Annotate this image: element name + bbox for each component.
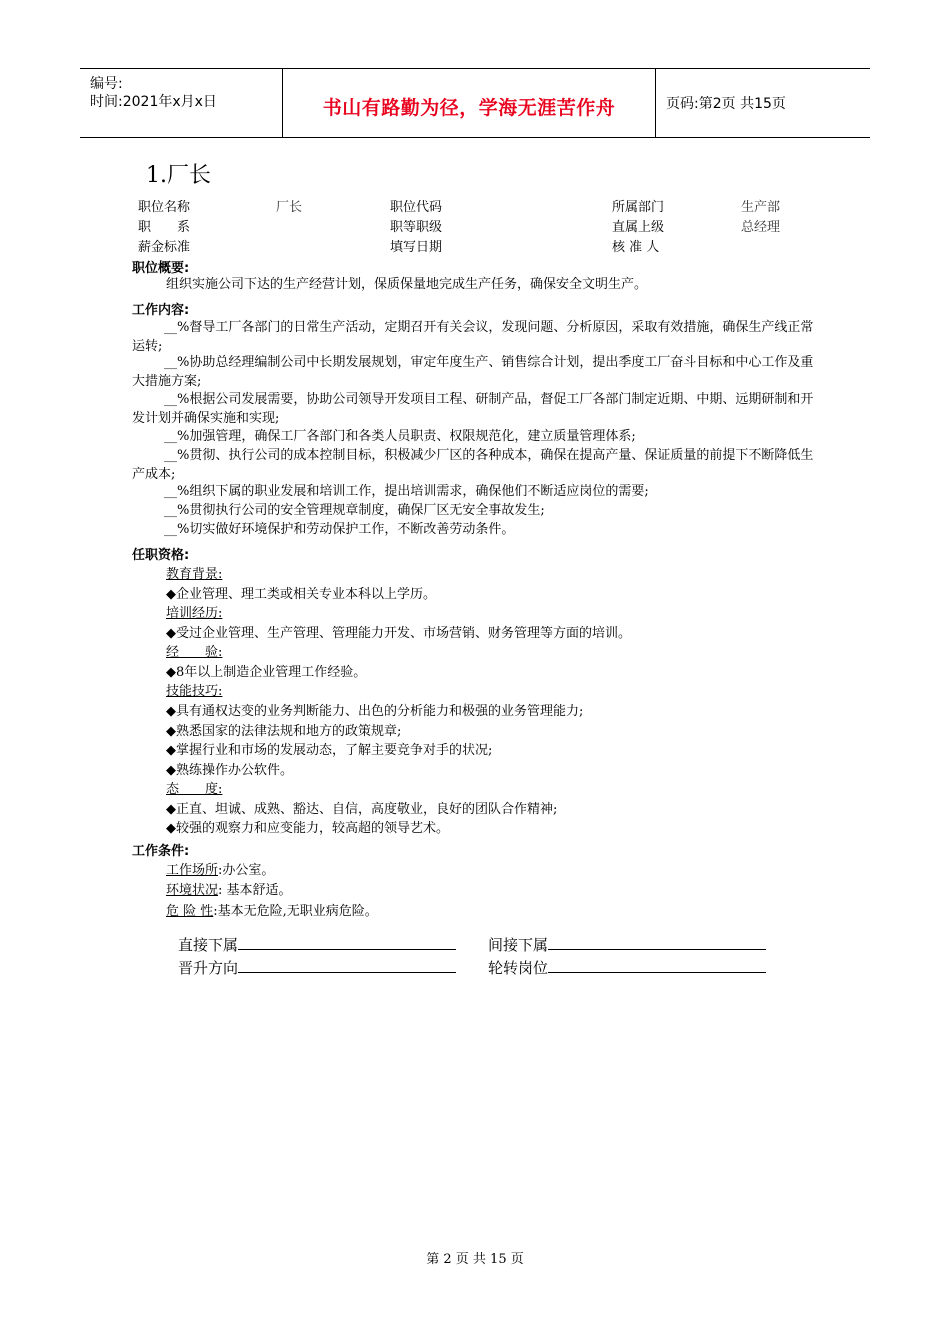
direct-subordinate-label: 直接下属 <box>178 936 239 954</box>
info-label: 职位名称 <box>138 200 191 215</box>
rotation-label: 轮转岗位 <box>488 959 549 977</box>
page-title: 1.厂长 <box>146 163 211 188</box>
info-label: 核 准 人 <box>612 240 660 255</box>
skill-item: ◆掌握行业和市场的发展动态，了解主要竞争对手的状况; <box>166 743 493 758</box>
rotation-blank <box>548 958 766 973</box>
attitude-item: ◆正直、坦诚、成熟、豁达、自信，高度敬业，良好的团队合作精神; <box>166 802 558 817</box>
page-code: 页码:第2页 共15页 <box>666 96 786 112</box>
promotion-label: 晋升方向 <box>178 959 239 977</box>
header-motto-cell <box>282 69 656 137</box>
duty-item: __%贯彻执行公司的安全管理规章制度，确保厂区无安全事故发生; <box>164 503 545 518</box>
education-text: ◆企业管理、理工类或相关专业本科以上学历。 <box>166 587 436 602</box>
promotion-row <box>178 957 456 978</box>
attitude-label: 态 度: <box>166 782 223 797</box>
education-label: 教育背景: <box>166 567 223 582</box>
info-label: 薪金标准 <box>138 240 191 255</box>
duty-item: __%组织下属的职业发展和培训工作，提出培训需求，确保他们不断适应岗位的需要; <box>164 484 649 499</box>
info-value: 总经理 <box>741 220 781 235</box>
indirect-subordinate-label: 间接下属 <box>488 936 549 954</box>
direct-subordinate-blank <box>238 935 456 950</box>
motto-text: 书山有路勤为径，学海无涯苦作舟 <box>322 97 616 119</box>
attitude-item: ◆较强的观察力和应变能力，较高超的领导艺术。 <box>166 821 449 836</box>
header-page-cell <box>656 69 870 137</box>
section-heading-duties: 工作内容: <box>132 303 190 318</box>
page-footer: 第 2 页 共 15 页 <box>426 1252 524 1267</box>
duty-item: __%切实做好环境保护和劳动保护工作，不断改善劳动条件。 <box>164 522 515 537</box>
info-label: 所属部门 <box>612 200 665 215</box>
training-label: 培训经历: <box>166 606 223 621</box>
training-text: ◆受过企业管理、生产管理、管理能力开发、市场营销、财务管理等方面的培训。 <box>166 626 631 641</box>
skill-item: ◆熟悉国家的法律法规和地方的政策规章; <box>166 724 402 739</box>
info-label: 职等职级 <box>390 220 443 235</box>
condition-place <box>166 859 274 878</box>
header-meta-cell <box>80 69 282 137</box>
skill-item: ◆熟练操作办公软件。 <box>166 763 293 778</box>
direct-subordinate-row <box>178 934 456 955</box>
section-heading-conditions: 工作条件: <box>132 844 190 859</box>
condition-risk <box>166 900 378 919</box>
skill-item: ◆具有通权达变的业务判断能力、出色的分析能力和极强的业务管理能力; <box>166 704 584 719</box>
info-value: 生产部 <box>741 200 781 215</box>
indirect-subordinate-blank <box>548 935 766 950</box>
rotation-row <box>488 957 766 978</box>
environment-label: 环境状况 <box>166 883 219 898</box>
condition-environment <box>166 879 292 898</box>
overview-text: 组织实施公司下达的生产经营计划，保质保量地完成生产任务，确保安全文明生产。 <box>166 277 648 292</box>
risk-label: 危 险 性 <box>166 904 214 919</box>
environment-value: : 基本舒适。 <box>218 883 292 898</box>
experience-label: 经 验: <box>166 645 223 660</box>
duty-item: __%根据公司发展需要，协助公司领导开发项目工程、研制产品，督促工厂各部门制定近期、中期、远期研制和开发计划并确保实施和实现; <box>132 392 814 426</box>
duty-item: __%贯彻、执行公司的成本控制目标，积极减少厂区的各种成本，确保在提高产量、保证质量的前提下不断降低生产成本; <box>132 448 814 482</box>
section-heading-qualifications: 任职资格: <box>132 548 190 563</box>
section-heading-overview: 职位概要: <box>132 261 190 276</box>
page-header <box>80 68 870 138</box>
info-label: 直属上级 <box>612 220 665 235</box>
risk-value: :基本无危险,无职业病危险。 <box>213 904 378 919</box>
indirect-subordinate-row <box>488 934 766 955</box>
skills-label: 技能技巧: <box>166 684 223 699</box>
duty-item: __%协助总经理编制公司中长期发展规划，审定年度生产、销售综合计划，提出季度工厂奋斗目标和中心工作及重大措施方案; <box>132 355 814 389</box>
info-label: 职 系 <box>138 220 191 235</box>
duty-item: __%加强管理，确保工厂各部门和各类人员职责、权限规范化，建立质量管理体系; <box>164 429 636 444</box>
info-value: 厂长 <box>276 200 303 215</box>
document-time-label: 时间:2021年x月x日 <box>90 94 217 110</box>
info-label: 填写日期 <box>390 240 443 255</box>
info-label: 职位代码 <box>390 200 443 215</box>
document-number-label: 编号: <box>90 76 123 92</box>
experience-text: ◆8年以上制造企业管理工作经验。 <box>166 665 367 680</box>
duty-item: __%督导工厂各部门的日常生产活动，定期召开有关会议，发现问题、分析原因，采取有效措施，确保生产线正常运转; <box>132 320 814 354</box>
place-value: :办公室。 <box>218 863 275 878</box>
place-label: 工作场所 <box>166 863 219 878</box>
promotion-blank <box>238 958 456 973</box>
